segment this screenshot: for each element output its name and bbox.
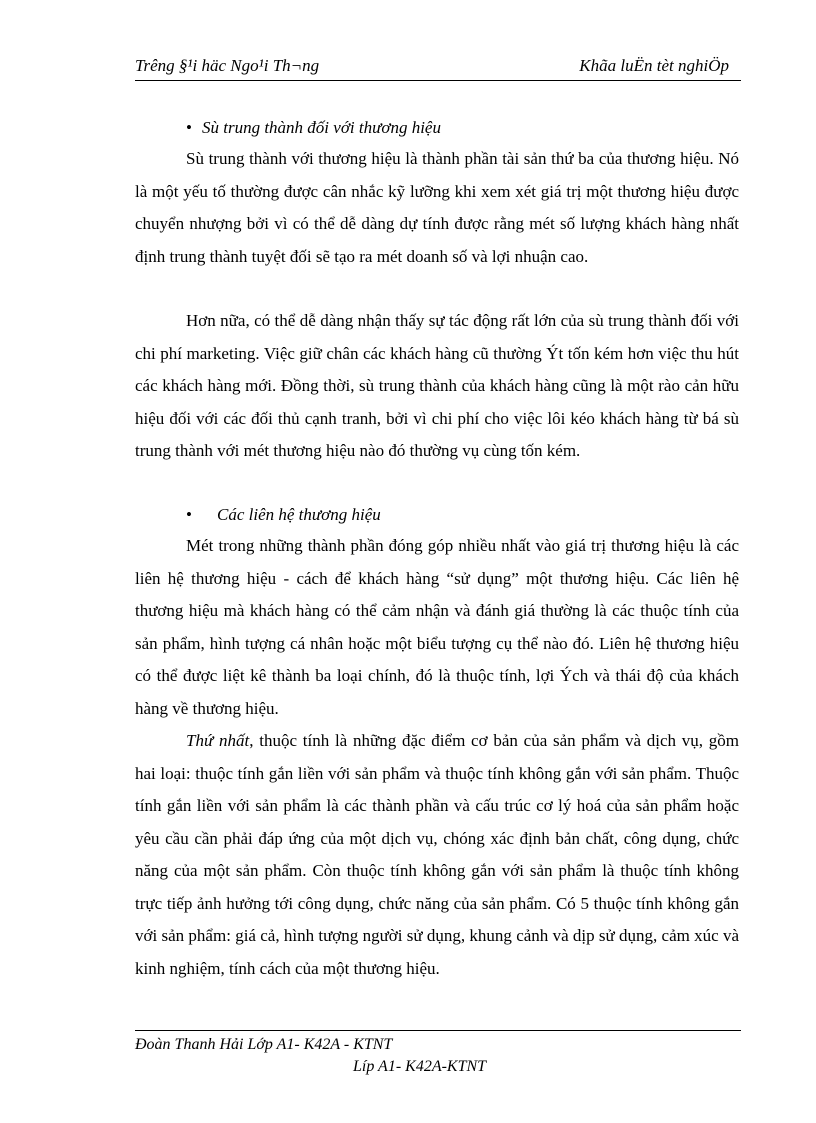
paragraph-text: Mét trong những thành phần đóng góp nhiều nhất vào giá trị thương hiệu là các liên hệ thương hiệu - cách để khách hàng “sử dụng” một thương hiệu. Các liên hệ thương hiệu mà khách hàng có thể cảm nhận và đánh giá thường là các thuộc tính của sản phẩm, hình tượng cá nhân hoặc một biểu tượng cụ thể nào đó. Liên hệ thương hiệu có thể được liệt kê thành ba loại chính, đó là thuộc tính, lợi Ých và thái độ của khách hàng về thương hiệu.	[135, 536, 739, 718]
paragraph-loyalty-intro	[135, 143, 739, 273]
footer-author-text: Đoàn Thanh Hải Lớp A1- K42A - KTNT	[135, 1036, 393, 1053]
paragraph-lead-italic: Thứ nhất	[186, 731, 250, 750]
bullet-heading-text: Các liên hệ thương hiệu	[217, 505, 381, 524]
header-right-text: Khãa luËn tèt nghiÖp	[579, 56, 729, 75]
header-left-text: Trêng §¹i häc Ngo¹i Th¬ng	[135, 56, 320, 75]
paragraph-text: , thuộc tính là những đặc điểm cơ bản của sản phẩm và dịch vụ, gồm hai loại: thuộc tính gắn liền với sản phẩm và thuộc tính không gắn với sản phẩm. Thuộc tính gắn liền với sản phẩm là các thành phần và cấu trúc cơ lý hoá của sản phẩm hoặc yêu cầu cần phải đáp ứng của một dịch vụ, chóng xác định bản chất, công dụng, chức năng của một sản phẩm. Còn thuộc tính không gắn với sản phẩm là thuộc tính không trực tiếp ảnh hưởng tới công dụng, chức năng của sản phẩm. Có 5 thuộc tính không gắn với sản phẩm: giá cả, hình tượng người sử dụng, khung cảnh và dịp sử dụng, cảm xúc và kinh nghiệm, tính cách của một thương hiệu.	[135, 731, 740, 978]
paragraph-text: Hơn nữa, có thể dễ dàng nhận thấy sự tác động rất lớn của sù trung thành đối với chi phí marketing. Việc giữ chân các khách hàng cũ thường Ýt tốn kém hơn việc thu hút các khách hàng mới. Đồng thời, sù trung thành của khách hàng cũng là một rào cản hữu hiệu đối với các đối thủ cạnh tranh, bởi vì chi phí cho việc lôi kéo khách hàng từ bá sù trung thành với mét thương hiệu nào đó thường vụ cùng tốn kém.	[135, 311, 739, 460]
bullet-heading-text: Sù trung thành đối với thương hiệu	[202, 118, 441, 137]
header-rule	[135, 80, 741, 81]
footer-class-text: Líp A1- K42A-KTNT	[353, 1058, 487, 1075]
paragraph-attributes	[135, 725, 739, 985]
footer-rule	[135, 1030, 741, 1031]
bullet-dot-icon: •	[186, 118, 192, 137]
paragraph-loyalty-marketing	[135, 305, 739, 468]
bullet-dot-icon: •	[186, 505, 192, 524]
paragraph-text: Sù trung thành với thương hiệu là thành phần tài sản thứ ba của thương hiệu. Nó là một yếu tố thường được cân nhắc kỹ lưỡng khi xem xét giá trị một thương hiệu được chuyển nhượng bởi vì có thể dễ dàng dự tính được rằng mét số lượng khách hàng nhất định trung thành tuyệt đối sẽ tạo ra mét doanh số và lợi nhuận cao.	[135, 149, 739, 266]
paragraph-associations	[135, 530, 739, 725]
